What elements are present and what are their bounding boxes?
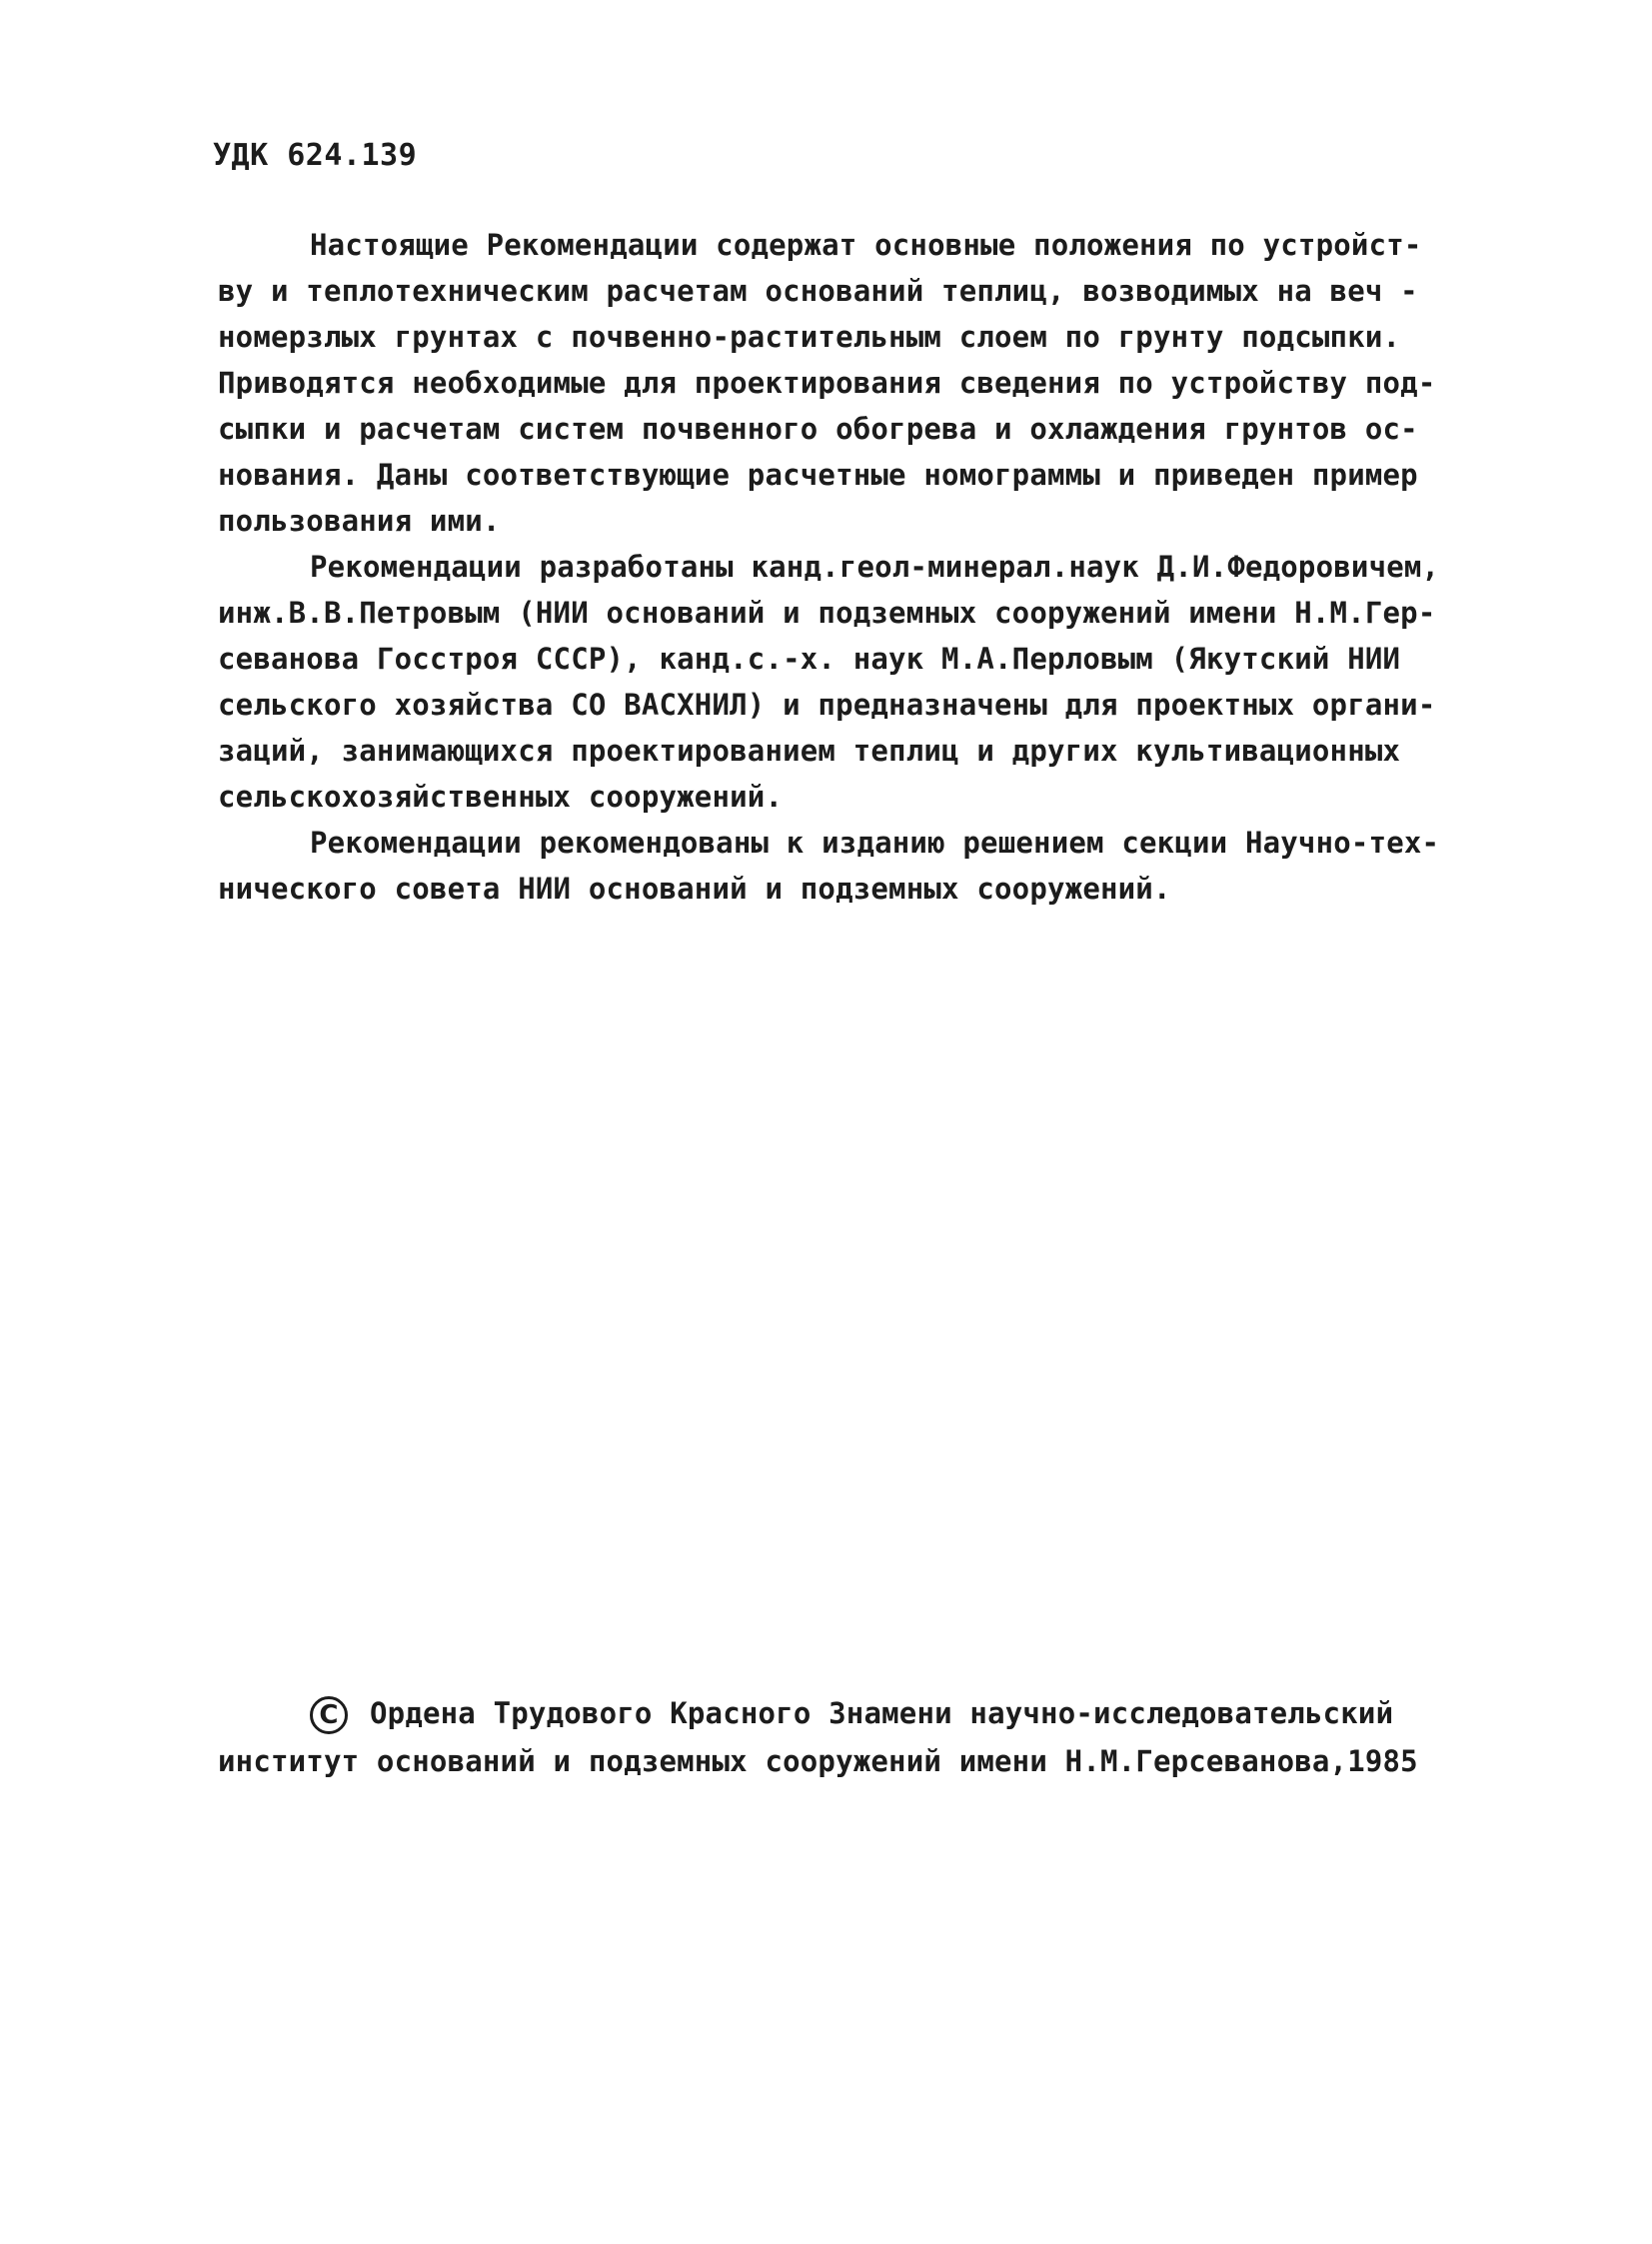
paragraph-1-line-4: Приводятся необходимые для проектирования сведения по устройству под- [218, 366, 1436, 400]
paragraph-2-line-1: Рекомендации разработаны канд.геол-минерал.наук Д.И.Федоровичем, [310, 550, 1440, 584]
copyright-text-1: Ордена Трудового Красного Знамени научно-исследовательский [370, 1696, 1394, 1730]
copyright-icon: C [310, 1696, 348, 1734]
udc-code: УДК 624.139 [213, 138, 418, 173]
paragraph-2-line-4: сельского хозяйства СО ВАСХНИЛ) и предназначены для проектных органи- [218, 688, 1436, 722]
document-body [218, 222, 1477, 912]
paragraph-1-line-5: сыпки и расчетам систем почвенного обогрева и охлаждения грунтов ос- [218, 412, 1418, 446]
paragraph-1-line-1: Настоящие Рекомендации содержат основные положения по устройст- [310, 228, 1422, 262]
paragraph-2-line-2: инж.В.В.Петровым (НИИ оснований и подземных сооружений имени Н.М.Гер- [218, 596, 1436, 630]
paragraph-1-line-3: номерзлых грунтах с почвенно-растительным слоем по грунту подсыпки. [218, 320, 1401, 354]
paragraph-2-line-6: сельскохозяйственных сооружений. [218, 780, 784, 814]
paragraph-2-line-5: заций, занимающихся проектированием теплиц и других культивационных [218, 734, 1401, 768]
copyright-notice [218, 1689, 1477, 1785]
copyright-line-2: институт оснований и подземных сооружений имени Н.М.Герсеванова,1985 [218, 1744, 1418, 1778]
paragraph-3-line-1: Рекомендации рекомендованы к изданию решением секции Научно-тех- [310, 826, 1440, 860]
paragraph-1-line-6: нования. Даны соответствующие расчетные номограммы и приведен пример [218, 458, 1418, 492]
paragraph-1-line-2: ву и теплотехническим расчетам оснований теплиц, возводимых на веч - [218, 274, 1418, 308]
paragraph-2-line-3: севанова Госстроя СССР), канд.с.-х. наук М.А.Перловым (Якутский НИИ [218, 642, 1401, 676]
copyright-line-1 [218, 1689, 1477, 1737]
paragraph-1-line-7: пользования ими. [218, 504, 501, 538]
paragraph-3-line-2: нического совета НИИ оснований и подземных сооружений. [218, 872, 1171, 906]
